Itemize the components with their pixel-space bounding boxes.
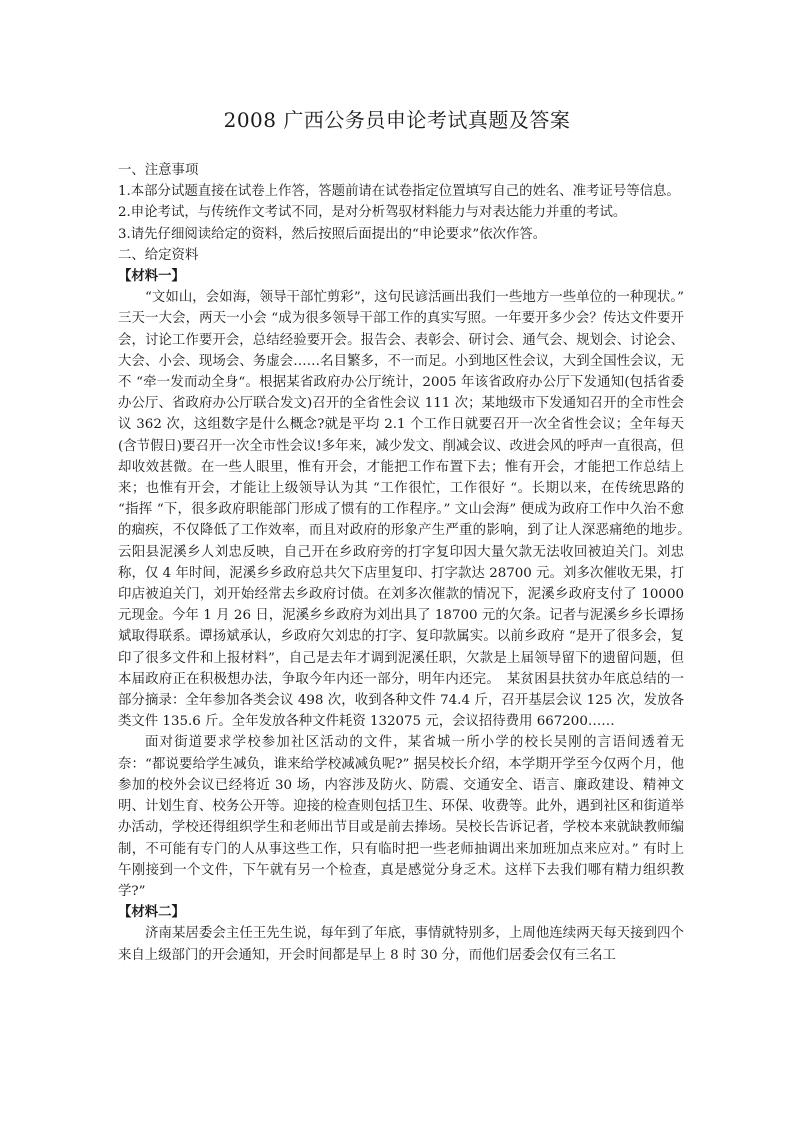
material-1-heading: 【材料一】: [118, 268, 185, 285]
material-1-paragraph-2: 面对街道要求学校参加社区活动的文件，某省城一所小学的校长吴刚的言语间透着无奈：“都说要给学生减负，谁来给学校减减负呢?” 据吴校长介绍，本学期开学至今仅两个月，他参加的校外会议已经将近 30 场，内容涉及防火、防震、交通安全、语言、廉政建设、精神文明、计划生育、校务公开等。迎接的检查则包括卫生、环保、收费等。此外，遇到社区和街道举办活动，学校还得组织学生和老师出节目或是前去捧场。吴校长告诉记者，学校本来就缺教师编制，不可能有专门的人从事这些工作，只有临时把一些老师抽调出来加班加点来应对。” 有时上午刚接到一个文件，下午就有另一个检查，真是感觉分身乏术。这样下去我们哪有精力组织教学?”: [118, 735, 684, 899]
document-body: [118, 160, 698, 966]
material-1-paragraph-1: “文如山，会如海，领导干部忙剪彩”，这句民谚活画出我们一些地方一些单位的一种现状。” 三天一大会，两天一小会 “成为很多领导干部工作的真实写照。一年要开多少会？传达文件要开会，讨论工作要开会，总结经验要开会。报告会、表彰会、研讨会、通气会、规划会、讨论会、大会、小会、现场会、务虚会……名目繁多，不一而足。小到地区性会议，大到全国性会议，无不 “牵一发而动全身“。根据某省政府办公厅统计，2005 年该省政府办公厅下发通知(包括省委办公厅、省政府办公厅联合发文)召开的全省性会议 111 次；某地级市下发通知召开的全市性会议 362 次，这组数字是什么概念?就是平均 2.1 个工作日就要召开一次全省性会议；全年每天(含节假日)要召开一次全市性会议!多年来，减少发文、削减会议、改进会风的呼声一直很高，但却收效甚微。在一些人眼里，惟有开会，才能把工作布置下去；惟有开会，才能把工作总结上来；也惟有开会，才能让上级领导认为其 “工作很忙，工作很好 “。长期以来，在传统思路的 “指挥 “下，很多政府职能部门形成了惯有的工作程序。” 文山会海” 便成为政府工作中久治不愈的痼疾，不仅降低了工作效率，而且对政府的形象产生严重的影响，到了让人深恶痛绝的地步。 云阳县泥溪乡人刘忠反映，自己开在乡政府旁的打字复印因大量欠款无法收回被迫关门。刘忠称，仅 4 年时间，泥溪乡乡政府总共欠下店里复印、打字款达 28700 元。刘多次催收无果，打印店被迫关门，刘开始经常去乡政府讨债。在刘多次催款的情况下，泥溪乡政府支付了 10000 元现金。今年 1 月 26 日，泥溪乡乡政府为刘出具了 18700 元的欠条。记者与泥溪乡乡长谭扬斌取得联系。谭扬斌承认，乡政府欠刘忠的打字、复印款属实。以前乡政府 “是开了很多会，复印了很多文件和上报材料”，自己是去年才调到泥溪任职，欠款是上届领导留下的遗留问题，但本届政府正在积极想办法，争取今年内还一部分，明年内还完。 某贫困县扶贫办年底总结的一部分摘录：全年参加各类会议 498 次，收到各种文件 74.4 斤，召开基层会议 125 次，发放各类文件 135.6 斤。全年发放各种文件耗资 132075 元，会议招待费用 667200……: [118, 290, 698, 730]
material-2-heading: 【材料二】: [118, 904, 185, 921]
note-item-1: 1.本部分试题直接在试卷上作答，答题前请在试卷指定位置填写自己的姓名、准考证号等信息。: [118, 184, 680, 200]
note-item-3: 3.请先仔细阅读给定的资料，然后按照后面提出的“申论要求”依次作答。: [118, 226, 547, 242]
note-item-2: 2.申论考试，与传统作文考试不同，是对分析驾驭材料能力与对表达能力并重的考试。: [118, 205, 627, 221]
section-heading-materials: 二、给定资料: [118, 247, 199, 263]
document-title: 2008 广西公务员申论考试真题及答案: [223, 108, 571, 132]
section-heading-notes: 一、注意事项: [118, 163, 199, 178]
material-2-paragraph-1: 济南某居委会主任王先生说，每年到了年底，事情就特别多，上周他连续两天每天接到四个来自上级部门的开会通知，开会时间都是早上 8 时 30 分，而他们居委会仅有三名工: [118, 926, 684, 963]
